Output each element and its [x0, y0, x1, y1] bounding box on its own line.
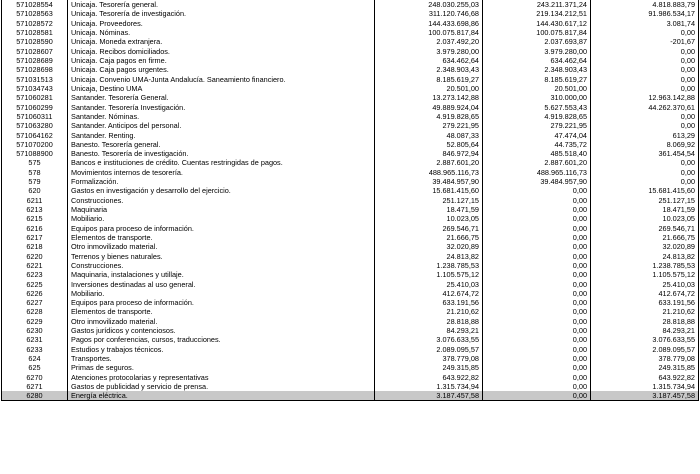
balance-amount-cell: 32.020,89	[591, 242, 699, 251]
account-description-cell: Terrenos y bienes naturales.	[68, 251, 375, 260]
account-description-cell: Construcciones.	[68, 261, 375, 270]
account-description-cell: Gastos en investigación y desarrollo del ejercicio.	[68, 186, 375, 195]
account-description-cell: Santander. Renting.	[68, 130, 375, 139]
credit-amount-cell: 0,00	[483, 205, 591, 214]
balance-amount-cell: 12.963.142,88	[591, 93, 699, 102]
account-code-cell: 6231	[2, 335, 68, 344]
balance-amount-cell: 0,00	[591, 121, 699, 130]
credit-amount-cell: 0,00	[483, 186, 591, 195]
table-row	[2, 326, 699, 335]
debit-amount-cell: 488.965.116,73	[375, 168, 483, 177]
account-code-cell: 571060299	[2, 102, 68, 111]
debit-amount-cell: 412.674,72	[375, 289, 483, 298]
account-description-cell: Inversiones destinadas al uso general.	[68, 279, 375, 288]
account-description-cell: Maquinaria, instalaciones y utillaje.	[68, 270, 375, 279]
account-code-cell: 571064162	[2, 130, 68, 139]
debit-amount-cell: 49.889.924,04	[375, 102, 483, 111]
account-code-cell: 571028590	[2, 37, 68, 46]
account-code-cell: 6221	[2, 261, 68, 270]
account-code-cell: 571028581	[2, 28, 68, 37]
account-code-cell: 6271	[2, 382, 68, 391]
account-description-cell: Unicaja. Caja pagos en firme.	[68, 56, 375, 65]
debit-amount-cell: 3.076.633,55	[375, 335, 483, 344]
credit-amount-cell: 0,00	[483, 242, 591, 251]
debit-amount-cell: 1.315.734,94	[375, 382, 483, 391]
credit-amount-cell: 5.627.553,43	[483, 102, 591, 111]
account-code-cell: 571028572	[2, 19, 68, 28]
account-code-cell: 571028554	[2, 0, 68, 9]
table-row	[2, 168, 699, 177]
account-description-cell: Elementos de transporte.	[68, 233, 375, 242]
credit-amount-cell: 310.000,00	[483, 93, 591, 102]
debit-amount-cell: 25.410,03	[375, 279, 483, 288]
account-code-cell: 571060311	[2, 112, 68, 121]
balance-amount-cell: 613,29	[591, 130, 699, 139]
balance-amount-cell: 269.546,71	[591, 224, 699, 233]
credit-amount-cell: 2.887.601,20	[483, 158, 591, 167]
credit-amount-cell: 44.735,72	[483, 140, 591, 149]
account-code-cell: 6270	[2, 373, 68, 382]
debit-amount-cell: 1.105.575,12	[375, 270, 483, 279]
account-description-cell: Transportes.	[68, 354, 375, 363]
credit-amount-cell: 8.185.619,27	[483, 75, 591, 84]
account-code-cell: 6216	[2, 224, 68, 233]
balance-amount-cell: 3.187.457,58	[591, 391, 699, 401]
balance-amount-cell: 28.818,88	[591, 317, 699, 326]
table-row	[2, 112, 699, 121]
balance-amount-cell: 0,00	[591, 168, 699, 177]
balance-amount-cell: 4.818.883,79	[591, 0, 699, 9]
account-code-cell: 6215	[2, 214, 68, 223]
balance-amount-cell: 0,00	[591, 47, 699, 56]
balance-amount-cell: 0,00	[591, 158, 699, 167]
account-description-cell: Primas de seguros.	[68, 363, 375, 372]
account-code-cell: 6213	[2, 205, 68, 214]
table-row	[2, 56, 699, 65]
table-row	[2, 214, 699, 223]
credit-amount-cell: 0,00	[483, 354, 591, 363]
debit-amount-cell: 20.501,00	[375, 84, 483, 93]
account-code-cell: 6217	[2, 233, 68, 242]
balance-amount-cell: 0,00	[591, 177, 699, 186]
account-code-cell: 620	[2, 186, 68, 195]
debit-amount-cell: 10.023,05	[375, 214, 483, 223]
credit-amount-cell: 0,00	[483, 307, 591, 316]
account-code-cell: 571028689	[2, 56, 68, 65]
table-row	[2, 298, 699, 307]
ledger-sheet	[1, 0, 698, 401]
account-description-cell: Energía eléctrica.	[68, 391, 375, 401]
balance-amount-cell: 91.986.534,17	[591, 9, 699, 18]
debit-amount-cell: 48.087,33	[375, 130, 483, 139]
debit-amount-cell: 21.210,62	[375, 307, 483, 316]
table-row	[2, 130, 699, 139]
credit-amount-cell: 0,00	[483, 279, 591, 288]
account-description-cell: Unicaja. Tesorería general.	[68, 0, 375, 9]
table-row	[2, 158, 699, 167]
credit-amount-cell: 0,00	[483, 261, 591, 270]
credit-amount-cell: 0,00	[483, 196, 591, 205]
account-code-cell: 6218	[2, 242, 68, 251]
table-row	[2, 121, 699, 130]
balance-amount-cell: 361.454,54	[591, 149, 699, 158]
credit-amount-cell: 0,00	[483, 326, 591, 335]
account-description-cell: Otro inmovilizado material.	[68, 242, 375, 251]
table-row	[2, 9, 699, 18]
debit-amount-cell: 3.187.457,58	[375, 391, 483, 401]
credit-amount-cell: 0,00	[483, 289, 591, 298]
table-row	[2, 196, 699, 205]
account-code-cell: 6211	[2, 196, 68, 205]
account-code-cell: 571088900	[2, 149, 68, 158]
credit-amount-cell: 0,00	[483, 391, 591, 401]
balance-amount-cell: 0,00	[591, 112, 699, 121]
debit-amount-cell: 2.348.903,43	[375, 65, 483, 74]
balance-amount-cell: 15.681.415,60	[591, 186, 699, 195]
ledger-body	[2, 0, 699, 401]
debit-amount-cell: 248.030.255,03	[375, 0, 483, 9]
account-code-cell: 571034743	[2, 84, 68, 93]
balance-amount-cell: 3.081,74	[591, 19, 699, 28]
credit-amount-cell: 0,00	[483, 251, 591, 260]
account-description-cell: Unicaja. Recibos domiciliados.	[68, 47, 375, 56]
account-description-cell: Unicaja. Proveedores.	[68, 19, 375, 28]
table-row	[2, 354, 699, 363]
credit-amount-cell: 3.979.280,00	[483, 47, 591, 56]
account-code-cell: 625	[2, 363, 68, 372]
credit-amount-cell: 2.348.903,43	[483, 65, 591, 74]
account-description-cell: Equipos para proceso de información.	[68, 224, 375, 233]
balance-amount-cell: 1.238.785,53	[591, 261, 699, 270]
account-code-cell: 571031513	[2, 75, 68, 84]
account-description-cell: Unicaja. Tesorería de investigación.	[68, 9, 375, 18]
balance-amount-cell: 1.315.734,94	[591, 382, 699, 391]
balance-amount-cell: 643.922,82	[591, 373, 699, 382]
debit-amount-cell: 269.546,71	[375, 224, 483, 233]
credit-amount-cell: 488.965.116,73	[483, 168, 591, 177]
balance-amount-cell: -201,67	[591, 37, 699, 46]
debit-amount-cell: 249.315,85	[375, 363, 483, 372]
table-row	[2, 335, 699, 344]
debit-amount-cell: 633.191,56	[375, 298, 483, 307]
debit-amount-cell: 311.120.746,68	[375, 9, 483, 18]
balance-amount-cell: 251.127,15	[591, 196, 699, 205]
credit-amount-cell: 0,00	[483, 233, 591, 242]
account-description-cell: Atenciones protocolarias y representativas	[68, 373, 375, 382]
table-row	[2, 345, 699, 354]
table-row	[2, 65, 699, 74]
account-code-cell: 6220	[2, 251, 68, 260]
account-description-cell: Unicaja. Convenio UMA-Junta Andalucía. Saneamiento financiero.	[68, 75, 375, 84]
table-row	[2, 242, 699, 251]
credit-amount-cell: 20.501,00	[483, 84, 591, 93]
table-row	[2, 233, 699, 242]
debit-amount-cell: 15.681.415,60	[375, 186, 483, 195]
account-description-cell: Santander. Tesorería General.	[68, 93, 375, 102]
balance-amount-cell: 21.210,62	[591, 307, 699, 316]
table-row	[2, 391, 699, 401]
account-description-cell: Unicaja, Destino UMA	[68, 84, 375, 93]
table-row	[2, 289, 699, 298]
account-code-cell: 6229	[2, 317, 68, 326]
table-row	[2, 37, 699, 46]
debit-amount-cell: 100.075.817,84	[375, 28, 483, 37]
account-description-cell: Mobiliario.	[68, 289, 375, 298]
account-code-cell: 6280	[2, 391, 68, 401]
account-code-cell: 571060281	[2, 93, 68, 102]
balance-amount-cell: 3.076.633,55	[591, 335, 699, 344]
account-description-cell: Elementos de transporte.	[68, 307, 375, 316]
balance-amount-cell: 10.023,05	[591, 214, 699, 223]
account-code-cell: 571070200	[2, 140, 68, 149]
account-description-cell: Unicaja. Caja pagos urgentes.	[68, 65, 375, 74]
credit-amount-cell: 0,00	[483, 335, 591, 344]
table-row	[2, 205, 699, 214]
credit-amount-cell: 485.518,40	[483, 149, 591, 158]
balance-amount-cell: 0,00	[591, 56, 699, 65]
account-description-cell: Santander. Tesorería Investigación.	[68, 102, 375, 111]
account-code-cell: 6230	[2, 326, 68, 335]
table-row	[2, 84, 699, 93]
debit-amount-cell: 18.471,59	[375, 205, 483, 214]
account-description-cell: Equipos para proceso de información.	[68, 298, 375, 307]
table-row	[2, 140, 699, 149]
credit-amount-cell: 219.134.212,51	[483, 9, 591, 18]
credit-amount-cell: 279.221,95	[483, 121, 591, 130]
balance-amount-cell: 0,00	[591, 84, 699, 93]
balance-amount-cell: 84.293,21	[591, 326, 699, 335]
balance-amount-cell: 0,00	[591, 75, 699, 84]
table-row	[2, 149, 699, 158]
credit-amount-cell: 0,00	[483, 298, 591, 307]
debit-amount-cell: 643.922,82	[375, 373, 483, 382]
debit-amount-cell: 378.779,08	[375, 354, 483, 363]
debit-amount-cell: 279.221,95	[375, 121, 483, 130]
table-row	[2, 279, 699, 288]
debit-amount-cell: 24.813,82	[375, 251, 483, 260]
table-row	[2, 47, 699, 56]
table-row	[2, 251, 699, 260]
table-row	[2, 0, 699, 9]
table-row	[2, 28, 699, 37]
table-row	[2, 224, 699, 233]
account-code-cell: 6226	[2, 289, 68, 298]
debit-amount-cell: 21.666,75	[375, 233, 483, 242]
account-description-cell: Banesto. Tesorería general.	[68, 140, 375, 149]
table-row	[2, 307, 699, 316]
balance-amount-cell: 18.471,59	[591, 205, 699, 214]
credit-amount-cell: 0,00	[483, 382, 591, 391]
account-description-cell: Estudios y trabajos técnicos.	[68, 345, 375, 354]
account-code-cell: 571028698	[2, 65, 68, 74]
table-row	[2, 19, 699, 28]
account-description-cell: Unicaja. Moneda extranjera.	[68, 37, 375, 46]
credit-amount-cell: 2.037.693,87	[483, 37, 591, 46]
table-row	[2, 261, 699, 270]
credit-amount-cell: 39.484.957,90	[483, 177, 591, 186]
credit-amount-cell: 4.919.828,65	[483, 112, 591, 121]
table-row	[2, 102, 699, 111]
account-description-cell: Unicaja. Nóminas.	[68, 28, 375, 37]
debit-amount-cell: 4.919.828,65	[375, 112, 483, 121]
account-description-cell: Gastos de publicidad y servicio de prensa.	[68, 382, 375, 391]
table-row	[2, 317, 699, 326]
account-code-cell: 6227	[2, 298, 68, 307]
table-row	[2, 363, 699, 372]
balance-amount-cell: 633.191,56	[591, 298, 699, 307]
credit-amount-cell: 0,00	[483, 345, 591, 354]
debit-amount-cell: 3.979.280,00	[375, 47, 483, 56]
credit-amount-cell: 0,00	[483, 224, 591, 233]
credit-amount-cell: 0,00	[483, 373, 591, 382]
debit-amount-cell: 28.818,88	[375, 317, 483, 326]
balance-amount-cell: 378.779,08	[591, 354, 699, 363]
account-description-cell: Otro inmovilizado material.	[68, 317, 375, 326]
credit-amount-cell: 0,00	[483, 363, 591, 372]
account-code-cell: 571028607	[2, 47, 68, 56]
account-description-cell: Pagos por conferencias, cursos, traducciones.	[68, 335, 375, 344]
account-description-cell: Mobiliario.	[68, 214, 375, 223]
account-description-cell: Santander. Nóminas.	[68, 112, 375, 121]
credit-amount-cell: 634.462,64	[483, 56, 591, 65]
account-code-cell: 624	[2, 354, 68, 363]
credit-amount-cell: 100.075.817,84	[483, 28, 591, 37]
balance-amount-cell: 249.315,85	[591, 363, 699, 372]
debit-amount-cell: 251.127,15	[375, 196, 483, 205]
credit-amount-cell: 0,00	[483, 214, 591, 223]
debit-amount-cell: 39.484.957,90	[375, 177, 483, 186]
debit-amount-cell: 8.185.619,27	[375, 75, 483, 84]
account-description-cell: Gastos jurídicos y contenciosos.	[68, 326, 375, 335]
debit-amount-cell: 52.805,64	[375, 140, 483, 149]
credit-amount-cell: 0,00	[483, 270, 591, 279]
account-description-cell: Bancos e instituciones de crédito. Cuentas restringidas de pagos.	[68, 158, 375, 167]
account-description-cell: Banesto. Tesorería de investigación.	[68, 149, 375, 158]
account-description-cell: Maquinaria	[68, 205, 375, 214]
balance-amount-cell: 21.666,75	[591, 233, 699, 242]
balance-amount-cell: 0,00	[591, 65, 699, 74]
debit-amount-cell: 32.020,89	[375, 242, 483, 251]
account-code-cell: 571028563	[2, 9, 68, 18]
account-code-cell: 579	[2, 177, 68, 186]
account-code-cell: 571063280	[2, 121, 68, 130]
debit-amount-cell: 846.972,94	[375, 149, 483, 158]
table-row	[2, 382, 699, 391]
debit-amount-cell: 1.238.785,53	[375, 261, 483, 270]
credit-amount-cell: 47.474,04	[483, 130, 591, 139]
table-row	[2, 373, 699, 382]
credit-amount-cell: 0,00	[483, 317, 591, 326]
debit-amount-cell: 144.433.698,86	[375, 19, 483, 28]
credit-amount-cell: 144.430.617,12	[483, 19, 591, 28]
debit-amount-cell: 13.273.142,88	[375, 93, 483, 102]
account-code-cell: 6228	[2, 307, 68, 316]
account-code-cell: 6233	[2, 345, 68, 354]
credit-amount-cell: 243.211.371,24	[483, 0, 591, 9]
debit-amount-cell: 2.089.095,57	[375, 345, 483, 354]
balance-amount-cell: 8.069,92	[591, 140, 699, 149]
balance-amount-cell: 1.105.575,12	[591, 270, 699, 279]
balance-amount-cell: 412.674,72	[591, 289, 699, 298]
debit-amount-cell: 2.887.601,20	[375, 158, 483, 167]
account-code-cell: 578	[2, 168, 68, 177]
account-code-cell: 6223	[2, 270, 68, 279]
table-row	[2, 93, 699, 102]
table-row	[2, 186, 699, 195]
account-description-cell: Santander. Anticipos del personal.	[68, 121, 375, 130]
balance-amount-cell: 24.813,82	[591, 251, 699, 260]
debit-amount-cell: 2.037.492,20	[375, 37, 483, 46]
table-row	[2, 270, 699, 279]
account-code-cell: 6225	[2, 279, 68, 288]
account-description-cell: Movimientos internos de tesorería.	[68, 168, 375, 177]
balance-amount-cell: 2.089.095,57	[591, 345, 699, 354]
balance-amount-cell: 25.410,03	[591, 279, 699, 288]
table-row	[2, 75, 699, 84]
balance-amount-cell: 44.262.370,61	[591, 102, 699, 111]
account-code-cell: 575	[2, 158, 68, 167]
debit-amount-cell: 84.293,21	[375, 326, 483, 335]
balance-amount-cell: 0,00	[591, 28, 699, 37]
ledger-table	[1, 0, 699, 401]
table-row	[2, 177, 699, 186]
account-description-cell: Formalización.	[68, 177, 375, 186]
account-description-cell: Construcciones.	[68, 196, 375, 205]
debit-amount-cell: 634.462,64	[375, 56, 483, 65]
